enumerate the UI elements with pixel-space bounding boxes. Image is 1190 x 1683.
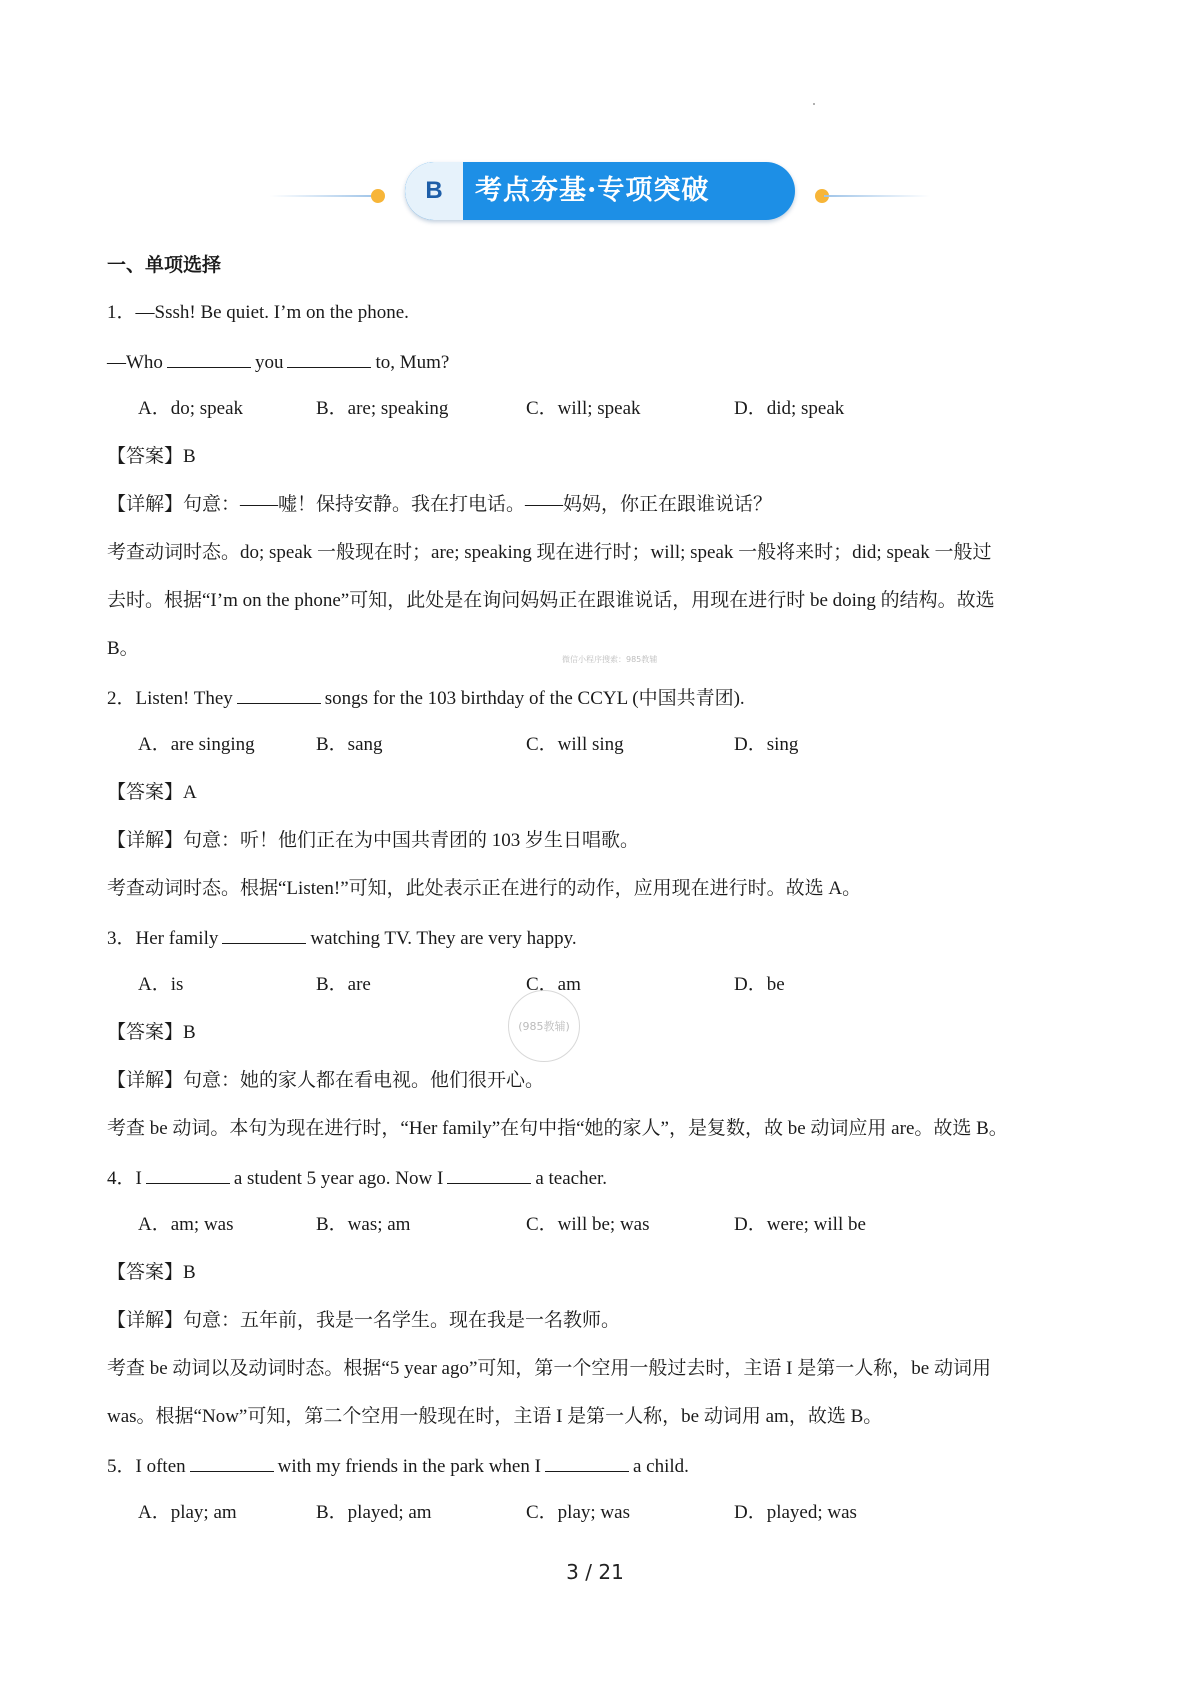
q5-text-b: with my friends in the park when I: [277, 1456, 541, 1477]
q3-text-a: Her family: [135, 928, 219, 949]
blank: [146, 1165, 230, 1184]
q4-option-b: B．was; am: [316, 1214, 411, 1235]
q4-option-c: C．will be; was: [526, 1214, 650, 1235]
q4-answer: 【答案】B: [107, 1262, 196, 1283]
banner-letter: B: [405, 162, 463, 220]
q2-option-c: C．will sing: [526, 734, 624, 755]
q1-detail: 【详解】句意：——嘘！保持安静。我在打电话。——妈妈，你正在跟谁说话？: [107, 494, 773, 515]
q3-option-b: B．are: [316, 974, 371, 995]
seal-text: (985教辅): [518, 1020, 570, 1033]
q4-text-b: a student 5 year ago. Now I: [233, 1168, 444, 1189]
q3-option-c: C．am: [526, 974, 581, 995]
q2-explanation: 考查动词时态。根据“Listen!”可知，此处表示正在进行的动作，应用现在进行时。故选 A。: [107, 878, 862, 899]
q5-text-c: a child.: [632, 1456, 689, 1477]
q1-stem: —Sssh! Be quiet. I’m on the phone.: [135, 302, 409, 323]
blank: [237, 685, 321, 704]
q4-text-a: I: [135, 1168, 142, 1189]
blank: [167, 349, 251, 368]
q1-explanation-3: B。: [107, 638, 139, 659]
blank: [545, 1453, 629, 1472]
q5-option-a: A．play; am: [138, 1502, 237, 1523]
q3-detail: 【详解】句意：她的家人都在看电视。他们很开心。: [107, 1070, 545, 1091]
banner-dot-left: [371, 189, 385, 203]
q3-stem: [107, 925, 577, 951]
q3-text-b: watching TV. They are very happy.: [310, 928, 577, 949]
q1-line1: [107, 301, 409, 325]
speck: [813, 103, 815, 105]
q5-option-d: D．played; was: [734, 1502, 857, 1523]
q4-stem: [107, 1165, 607, 1191]
q1-text-b: you: [254, 352, 284, 373]
q2-detail: 【详解】句意：听！他们正在为中国共青团的 103 岁生日唱歌。: [107, 830, 640, 851]
q4-option-a: A．am; was: [138, 1214, 234, 1235]
watermark-seal: [508, 990, 580, 1062]
q2-number: 2．: [107, 688, 136, 709]
banner-title: 考点夯基·专项突破: [475, 175, 710, 206]
q4-explanation-1: 考查 be 动词以及动词时态。根据“5 year ago”可知，第一个空用一般过去时，主语 I 是第一人称，be 动词用: [107, 1358, 991, 1379]
blank: [447, 1165, 531, 1184]
banner-line-right: [824, 195, 930, 197]
q1-option-c: C．will; speak: [526, 398, 641, 419]
q3-answer: 【答案】B: [107, 1022, 196, 1043]
q1-explanation-1: 考查动词时态。do; speak 一般现在时；are; speaking 现在进行时；will; speak 一般将来时；did; speak 一般过: [107, 542, 992, 563]
q1-option-a: A．do; speak: [138, 398, 244, 419]
q4-number: 4．: [107, 1168, 136, 1189]
q1-text-a: —Who: [107, 352, 163, 373]
q5-number: 5．: [107, 1456, 136, 1477]
blank: [287, 349, 371, 368]
q1-answer: 【答案】B: [107, 446, 196, 467]
q5-option-b: B．played; am: [316, 1502, 432, 1523]
q3-option-d: D．be: [734, 974, 785, 995]
q2-stem: [107, 685, 745, 711]
blank: [190, 1453, 274, 1472]
q1-number: 1．: [107, 302, 136, 323]
blank: [222, 925, 306, 944]
q1-option-b: B．are; speaking: [316, 398, 449, 419]
section-banner: [270, 160, 930, 226]
banner-line-left: [270, 195, 376, 197]
q2-option-b: B．sang: [316, 734, 383, 755]
q2-text-b: songs for the 103 birthday of the CCYL (中国共青团).: [324, 688, 745, 709]
q1-text-c: to, Mum?: [375, 352, 450, 373]
q5-stem: [107, 1453, 689, 1479]
q3-number: 3．: [107, 928, 136, 949]
q1-explanation-2: 去时。根据“I’m on the phone”可知，此处是在询问妈妈正在跟谁说话，用现在进行时 be doing 的结构。故选: [107, 590, 995, 611]
page-number: 3 / 21: [566, 1560, 624, 1584]
q5-option-c: C．play; was: [526, 1502, 630, 1523]
q4-detail: 【详解】句意：五年前，我是一名学生。现在我是一名教师。: [107, 1310, 621, 1331]
section-title: 一、单项选择: [107, 254, 222, 276]
q2-answer: 【答案】A: [107, 782, 197, 803]
q4-text-c: a teacher.: [535, 1168, 608, 1189]
banner-pill: [405, 162, 795, 220]
q5-text-a: I often: [135, 1456, 186, 1477]
q4-explanation-2: was。根据“Now”可知，第二个空用一般现在时，主语 I 是第一人称，be 动词用 am，故选 B。: [107, 1406, 883, 1427]
q2-text-a: Listen! They: [135, 688, 233, 709]
q1-line2: [107, 349, 449, 375]
q3-option-a: A．is: [138, 974, 184, 995]
q4-option-d: D．were; will be: [734, 1214, 866, 1235]
q2-option-a: A．are singing: [138, 734, 255, 755]
watermark-text: 微信小程序搜索：985教辅: [562, 655, 658, 664]
q3-explanation: 考查 be 动词。本句为现在进行时，“Her family”在句中指“她的家人”，是复数，故 be 动词应用 are。故选 B。: [107, 1118, 1008, 1139]
q2-option-d: D．sing: [734, 734, 799, 755]
q1-option-d: D．did; speak: [734, 398, 845, 419]
